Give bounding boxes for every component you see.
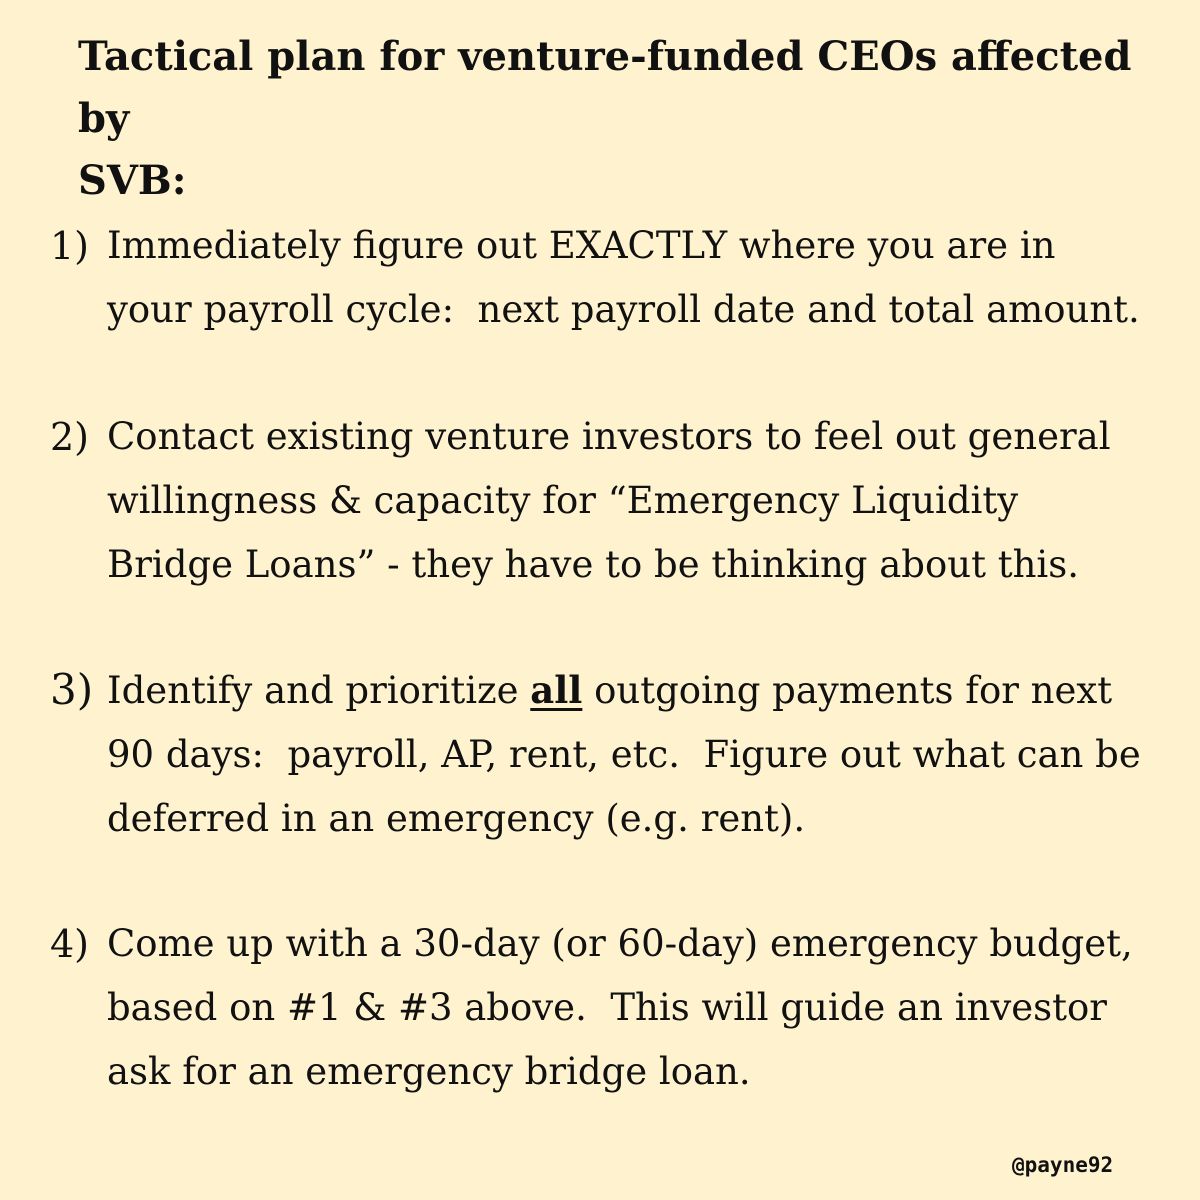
item-4-line-1: Come up with a 30-day (or 60-day) emergency budget, (107, 922, 1133, 965)
item-1-line-1: Immediately figure out EXACTLY where you are in (107, 224, 1056, 267)
item-text-1 (107, 214, 1177, 342)
item-3-line-2: 90 days: payroll, AP, rent, etc. Figure out what can be (107, 733, 1141, 776)
item-4-line-2: based on #1 & #3 above. This will guide an investor (107, 986, 1107, 1029)
item-4-line-3: ask for an emergency bridge loan. (107, 1050, 751, 1093)
page-title (78, 26, 1138, 212)
item-3-line-3: deferred in an emergency (e.g. rent). (107, 797, 806, 840)
item-3-emphasis: all (530, 668, 583, 712)
item-number-1: 1) (50, 224, 90, 268)
item-text-3 (107, 658, 1177, 851)
item-number-3: 3) (50, 665, 94, 714)
item-number-2: 2) (50, 415, 90, 459)
item-2-line-2: willingness & capacity for “Emergency Liquidity (107, 479, 1019, 522)
title-line-1: Tactical plan for venture-funded CEOs affected by (78, 33, 1132, 142)
item-text-2 (107, 405, 1177, 597)
item-2-line-3: Bridge Loans” - they have to be thinking about this. (107, 543, 1080, 586)
title-line-2: SVB: (78, 157, 187, 204)
item-text-4 (107, 912, 1177, 1104)
item-3-line-1 (107, 658, 1177, 723)
author-handle: @payne92 (1012, 1153, 1114, 1177)
item-1-line-2: your payroll cycle: next payroll date and total amount. (107, 288, 1140, 331)
item-3-line-1-after: outgoing payments for next (582, 669, 1113, 712)
item-number-4: 4) (50, 922, 90, 966)
item-2-line-1: Contact existing venture investors to feel out general (107, 415, 1111, 458)
item-3-line-1-before: Identify and prioritize (107, 669, 531, 712)
